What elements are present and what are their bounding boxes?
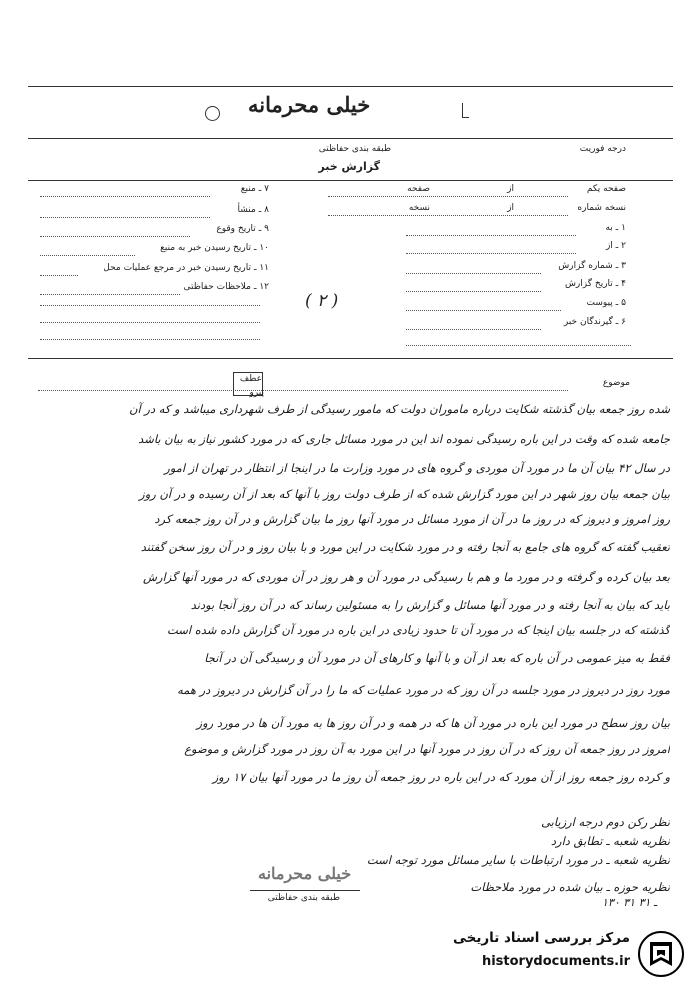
page-count-label: صفحه یکم [586, 184, 626, 194]
field-source: ۷ ـ منبع [240, 184, 269, 194]
field-protection-notes-line [40, 294, 180, 295]
center-mark: ( ۲ ) [305, 291, 339, 311]
copy-count-label: نسخه شماره [577, 203, 626, 213]
field-to-line [406, 235, 576, 236]
field-local-receipt-date-line [40, 275, 78, 276]
field-source-receipt-date-line [40, 255, 135, 256]
body-line: مورد روز در دیروز در مورد جلسه در آن روز که در مورد عملیات که ما را در آن گزارش در دیروز در همه [177, 683, 670, 697]
field-report-date-line [406, 291, 541, 292]
field-report-date: ۴ ـ تاریخ گزارش [564, 279, 626, 289]
footer-protection-label: طبقه بندی حفاظتی [267, 893, 340, 903]
number-line: ۱۳۰ ـ ۳۱ ۳۱ [602, 896, 658, 909]
body-line: و کرده روز جمعه روز از آن مورد که در این باره در روز جمعه آن روز ما در مورد آنها بیان ۱۷ روز [212, 770, 670, 784]
subject-line [38, 390, 568, 391]
stamp-underline [250, 890, 360, 891]
field-from: ۲ ـ از [605, 241, 626, 251]
left-blank-line-2 [40, 322, 260, 323]
body-line: باید که بیان به آنجا رفته و در مورد آنها مسائل و گزارش را به مسئولین رساند که در آن روز آنجا بودند [190, 598, 670, 612]
page-of-label: از [507, 184, 514, 194]
note-line: نظریه شعبه ـ تطابق دارد [550, 834, 670, 848]
copy-of-label: از [507, 203, 514, 213]
field-report-number-line [406, 273, 541, 274]
body-line: بعد بیان کرده و گرفته و در مورد ما و هم با رسیدگی در مورد آن و هر روز در آن موردی که در مورد آنها گزارش [142, 570, 670, 584]
field-source-line [40, 196, 210, 197]
field-source-receipt-date: ۱۰ ـ تاریخ رسیدن خبر به منبع [160, 243, 269, 253]
page-unit-label: صفحه [407, 184, 430, 194]
left-blank-line-3 [40, 339, 260, 340]
field-recipients-line [406, 329, 541, 330]
note-line: نظریه حوزه ـ بیان شده در مورد ملاحظات [470, 880, 670, 894]
classification-stamp: خیلی محرمانه [258, 864, 352, 883]
ref-atf-label: عطف [239, 374, 262, 384]
field-attachment-line [406, 310, 561, 311]
body-line: فقط به میز عمومی در آن باره که بعد از آن و با آنها و کارهای آن در مورد آن و رسیدگی آن در آنجا [204, 651, 670, 665]
body-line: بیان روز سطح در مورد این باره در مورد آن ها که در همه و در آن روز ها به مورد آن ها در مورد روز [196, 716, 670, 730]
field-report-number: ۳ ـ شماره گزارش [558, 261, 626, 271]
field-attachment: ۵ ـ پیوست [586, 298, 626, 308]
body-line: تعقیب گفته که گروه های جامع به آنجا رفته و در مورد شکایت در این مورد و با بیان روز و در آن روز سخن گفتند [140, 540, 670, 554]
note-line: نظر رکن دوم درجه ارزیابی [541, 815, 670, 829]
header-divider-line [28, 138, 673, 139]
field-event-date-line [40, 236, 190, 237]
form-top-line [28, 180, 673, 181]
ref-peyro-label: پیرو [249, 388, 264, 398]
degree-label: درجه فوریت [579, 144, 626, 154]
field-local-receipt-date: ۱۱ ـ تاریخ رسیدن خبر در مرجع عملیات محل [103, 263, 269, 273]
body-line: بیان جمعه بیان روز شهر در این مورد گزارش شده که از طرف دولت روز با آنها که بعد از آن رسیده و در آن روز [139, 487, 670, 501]
report-title: گزارش خبر [318, 160, 380, 173]
field-protection-notes: ۱۲ ـ ملاحظات حفاظتی [183, 282, 269, 292]
body-line: جامعه شده که وقت در این باره رسیدگی نموده اند این در مورد مسائل جاری که در مورد کشور نیاز به بیان باشد [138, 432, 670, 446]
note-line: نظریه شعبه ـ در مورد ارتباطات با سایر مسائل مورد توجه است [366, 853, 670, 867]
field-origin: ۸ ـ منشأ [237, 205, 269, 215]
watermark-logo-icon [636, 930, 686, 978]
field-from-line [406, 253, 576, 254]
copy-fill-line [328, 215, 568, 216]
body-line: شده روز جمعه بیان گذشته شکایت درباره ماموران دولت که مامور رسیدگی از طرف شهرداری میباشد و که در آن [129, 402, 670, 416]
body-line: روز امروز و دیروز که در روز ما در آن از مورد مسائل در مورد آنها روز ما بیان گزارش و در آن روز جمعه کرد [154, 512, 670, 526]
watermark [420, 928, 692, 980]
field-recipients: ۶ ـ گیرندگان خبر [563, 317, 626, 327]
page-fill-line [328, 196, 568, 197]
field-to: ۱ ـ به [605, 223, 626, 233]
field-event-date: ۹ ـ تاریخ وقوع [216, 224, 269, 234]
field-origin-line [40, 217, 210, 218]
punch-hole-left [205, 106, 220, 121]
body-line: گذشته که در جلسه بیان اینجا که در مورد آن تا حدود زیادی در این باره در مورد آن گزارش داده شده است [167, 623, 670, 637]
body-line: در سال ۴۲ بیان آن ما در مورد آن موردی و گروه های در مورد وزارت ما در اینجا از انتظار در تهران از امور [164, 461, 670, 475]
body-line: امروز در روز جمعه آن روز که در آن روز در مورد آنها در این مورد به آن روز در مورد گزارش و موضوع [184, 742, 670, 756]
left-blank-line-1 [40, 305, 260, 306]
classification-title: خیلی محرمانه [248, 92, 371, 117]
protection-label: طبقه بندی حفاظتی [318, 144, 391, 154]
copy-unit-label: نسخه [408, 203, 430, 213]
watermark-url: historydocuments.ir [481, 954, 630, 969]
top-border-line [28, 86, 673, 87]
subject-label: موضوع [602, 378, 630, 388]
form-bottom-line [28, 358, 673, 359]
margin-mark-right [462, 103, 469, 118]
field-blank-line [406, 345, 631, 346]
watermark-title: مرکز بررسی اسناد تاریخی [452, 930, 630, 946]
